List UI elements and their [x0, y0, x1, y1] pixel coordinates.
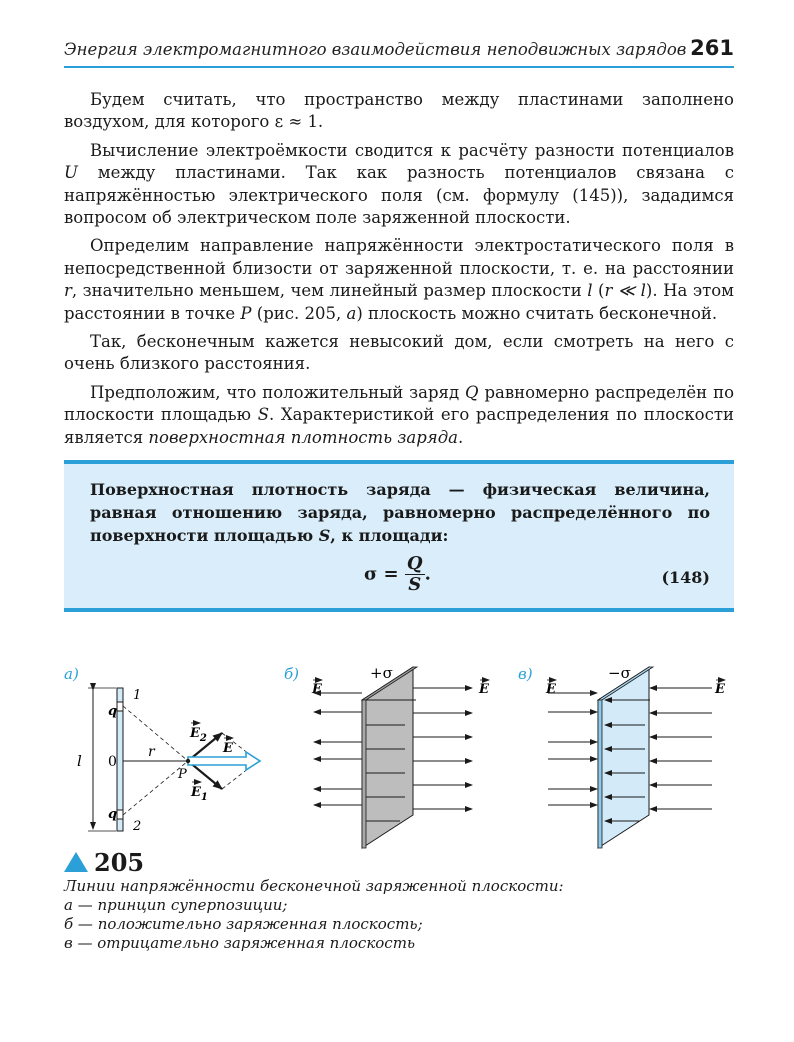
- figure-caption: [64, 877, 734, 953]
- var-U: U: [64, 163, 78, 183]
- field-lines-c-back: [650, 688, 712, 809]
- label-E2-main: E: [190, 726, 200, 741]
- paragraph-4: Так, бесконечным кажется невысокий дом, если смотреть на него с очень близкого расстояния.: [64, 332, 734, 374]
- label-0: 0: [108, 754, 117, 770]
- formula-number: (148): [661, 568, 710, 587]
- label-plus-sigma: +σ: [370, 664, 393, 682]
- caption-line-b: б — положительно заряженная плоскость;: [64, 915, 423, 933]
- fraction-denominator: S: [408, 574, 422, 595]
- var-P: P: [240, 303, 252, 323]
- element-2: [117, 810, 123, 819]
- label-Eb-right: E: [479, 682, 489, 697]
- p3-text-f: ) плоскость можно считать бесконечной.: [356, 303, 718, 323]
- definition-text: [90, 478, 710, 547]
- caption-title: Линии напряжённости бесконечной заряженной плоскости:: [64, 877, 564, 895]
- paragraph-1: Будем считать, что пространство между пластинами заполнено воздухом, для которого ε ≈ 1.: [64, 90, 734, 132]
- caption-line-a: а — принцип суперпозиции;: [64, 896, 288, 914]
- plate-c-edge: [598, 700, 602, 848]
- p3-text-a: Определим направление напряжённости электростатического поля в непосредственной близости от заряженной плоскости, т. е. на расстоянии: [64, 236, 734, 278]
- condition: r ≪ l: [604, 281, 646, 301]
- formula-lhs: σ =: [364, 563, 405, 585]
- caption-line-c: в — отрицательно заряженная плоскость: [64, 934, 416, 952]
- p3-text-b: , значительно меньшем, чем линейный размер плоскости: [71, 281, 588, 301]
- label-q-bottom: q: [108, 807, 118, 822]
- label-E2: [189, 726, 207, 744]
- label-l: l: [77, 752, 82, 770]
- label-E1-main: E: [191, 785, 201, 800]
- label-2: 2: [133, 819, 142, 834]
- var-Q: Q: [465, 382, 479, 402]
- panel-b-label: б): [284, 665, 300, 683]
- page-header: [64, 34, 734, 66]
- p3-text-d: ). На этом расстоянии в точке: [64, 281, 734, 323]
- p3-text-c: (: [592, 281, 605, 301]
- figure-205: [60, 655, 740, 860]
- label-E2-sub: 2: [199, 733, 207, 744]
- p2-text-b: между пластинами. Так как разность потенциалов связана с напряжённостью электрического поля (см. формулу (145)), зададимся вопросом об электрическом поле заряженной плоскости.: [64, 163, 734, 228]
- label-Ec-left: E: [546, 682, 556, 697]
- p5-text-a: Предположим, что положительный заряд: [90, 382, 466, 402]
- term: поверхностная плотность заряда: [148, 427, 458, 447]
- fraction: [405, 554, 425, 595]
- p5-text-b: равномерно распределён по плоскости площадью: [64, 382, 735, 425]
- def-text-a: Поверхностная плотность заряда — физическая величина, равная отношению заряда, равномерно распределённого по поверхности площадью: [90, 480, 710, 545]
- figure-number: [64, 848, 144, 877]
- panel-c-label: в): [518, 665, 533, 683]
- p5-text-d: .: [458, 427, 464, 447]
- def-var-S: S: [318, 526, 331, 545]
- var-l: l: [587, 281, 593, 301]
- paragraph-5: [64, 382, 734, 449]
- label-Eb-left: E: [312, 682, 322, 697]
- formula: [364, 554, 431, 595]
- fraction-numerator: Q: [406, 553, 423, 574]
- label-1: 1: [133, 688, 142, 703]
- p5-text-c: . Характеристикой его распределения по плоскости является: [64, 405, 734, 447]
- label-Ec-right: E: [715, 682, 725, 697]
- plate-b-edge: [362, 700, 366, 848]
- def-text-b: , к площади:: [330, 526, 449, 545]
- label-minus-sigma: −σ: [608, 664, 631, 682]
- page-number: 261: [690, 36, 734, 60]
- label-E1-sub: 1: [200, 792, 208, 803]
- label-E1: [190, 785, 208, 803]
- dashed-line-1: [123, 706, 188, 761]
- var-r: r: [64, 281, 72, 301]
- main-text: [64, 89, 734, 455]
- p3-text-e: (рис. 205,: [251, 303, 347, 323]
- ref-a: а: [346, 303, 357, 323]
- label-E: E: [223, 741, 233, 756]
- point-P: [186, 759, 190, 763]
- label-P: P: [178, 767, 187, 782]
- var-S: S: [257, 405, 269, 425]
- figure-number-text: 205: [94, 848, 145, 877]
- header-rule: [64, 66, 734, 68]
- paragraph-2: [64, 140, 734, 230]
- element-1: [117, 702, 123, 711]
- definition-box: [64, 460, 734, 612]
- label-r: r: [148, 744, 155, 760]
- label-q-top: q: [108, 704, 118, 719]
- running-title: Энергия электромагнитного взаимодействия неподвижных зарядов: [64, 40, 687, 59]
- paragraph-3: [64, 235, 734, 325]
- formula-dot: .: [424, 563, 431, 585]
- p2-text-a: Вычисление электроёмкости сводится к расчёту разности потенциалов: [90, 140, 734, 160]
- panel-a-label: а): [64, 665, 79, 683]
